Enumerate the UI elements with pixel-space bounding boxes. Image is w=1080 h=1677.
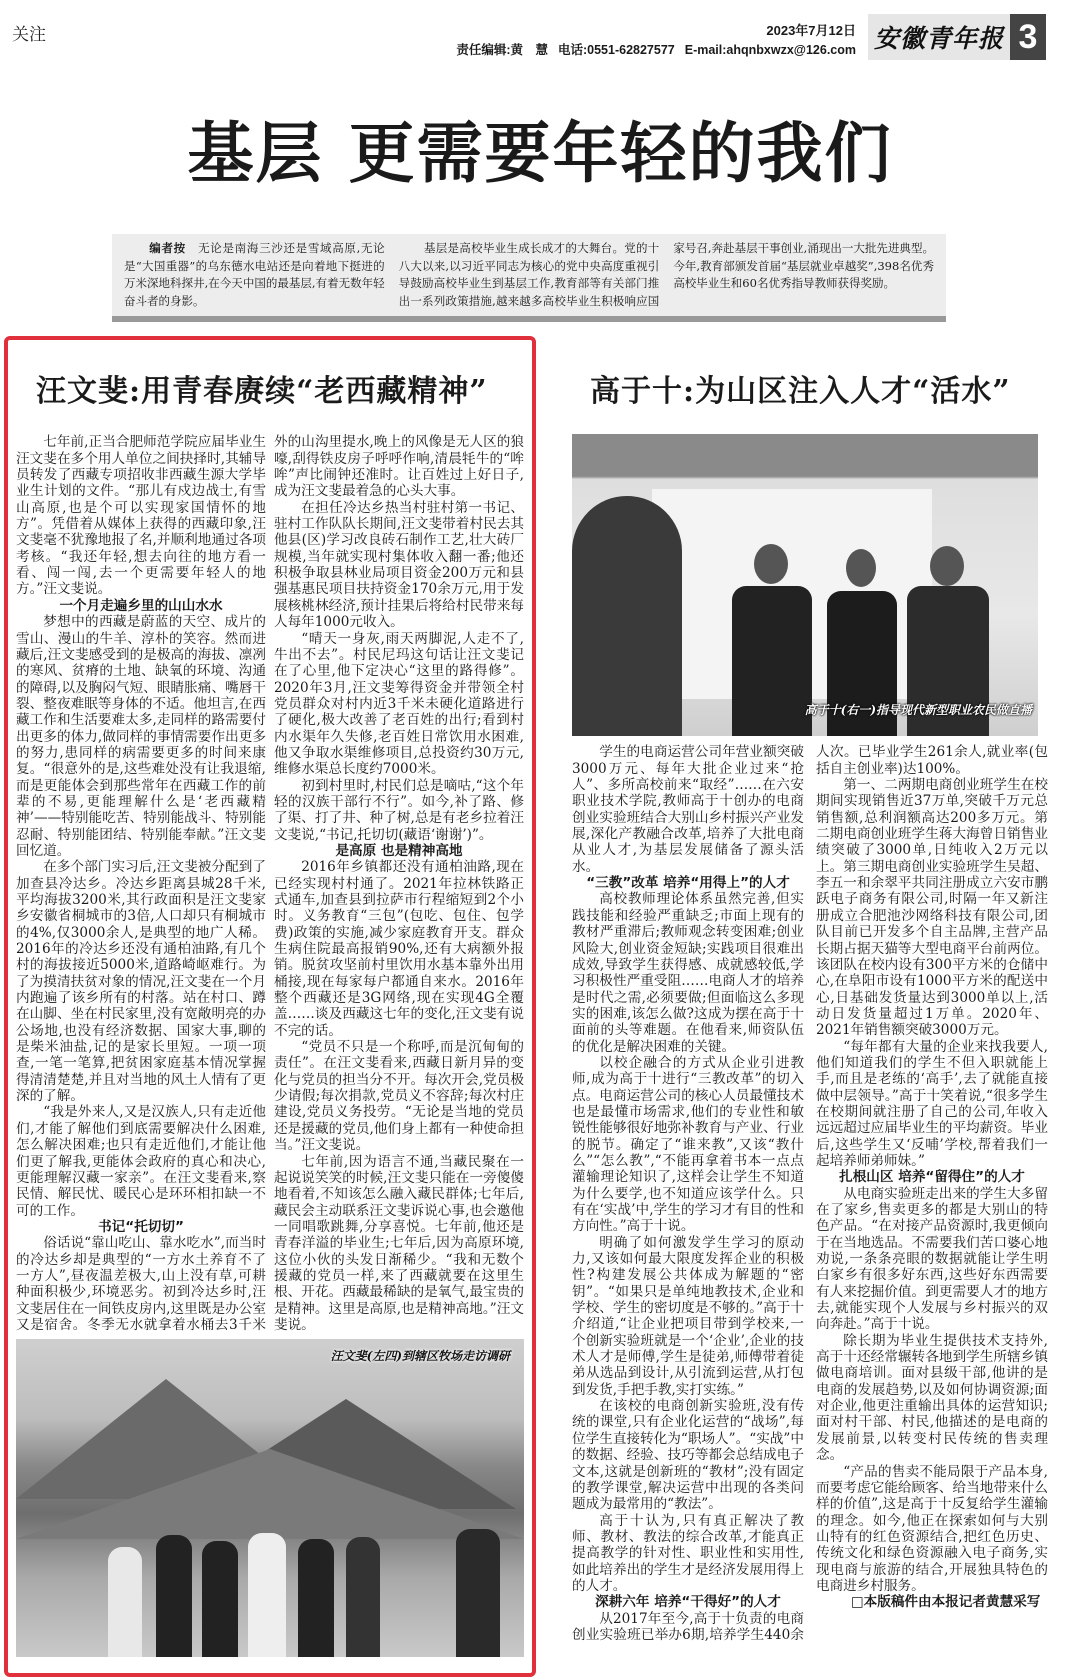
editor-note-paragraph (124, 240, 385, 310)
body-paragraph: 俗话说“靠山吃山、靠水吃水”,而当时的冷达乡却是典型的“一方水土养育不了一方人”,昼夜温差极大,山上没有草,可耕种面积极少,环境恶劣。初到冷达乡时,汪文斐居住在一间铁皮房内,这里既是办公室又是宿舍。冬季无水就拿着水桶去3千米外的山沟里提水,晚上的风像是无人区的狼嚎,刮得铁皮房子呼呼作响,清晨牦牛的“哞哞”声比闹钟还准时。让百姓过上好日子,成为汪文斐最着急的心头大事。 (16, 434, 524, 1333)
body-paragraph: “晴天一身灰,雨天两脚泥,人走不了,牛出不去”。村民尼玛这句话让汪文斐记在了心里,他下定决心“这里的路得修”。2020年3月,汪文斐筹得资金并带领全村党员群众对村内近3千米未硬化道路进行了硬化,极大改善了老百姓的出行;看到村内水渠年久失修,老百姓日常饮用水困难,他又争取水渠维修项目,总投资约30万元,维修水渠总长度约7000米。 (274, 630, 524, 778)
body-paragraph: 初到村里时,村民们总是嘀咕,“这个年轻的汉族干部行不行”。如今,补了路、修了渠、打了井、种了树,总是有老乡拉着汪文斐说,“书记,托切切(藏语‘谢谢’)”。 (274, 777, 524, 843)
article-headline-left: 汪文斐:用青春赓续“老西藏精神” (36, 374, 488, 410)
newspaper-logo: 安徽青年报 (874, 24, 1005, 53)
photo-ecommerce-training (572, 434, 1038, 736)
articles-row (0, 336, 1080, 1677)
page-content (0, 108, 1080, 1677)
editor-name: 责任编辑:黄 慧 (456, 43, 548, 57)
body-paragraph: 七年前,因为语言不通,当藏民聚在一起说说笑笑的时候,汪文斐只能在一旁傻傻地看着,不知该怎么融入藏民群体;七年后,藏民会主动联系汪文斐诉说心事,也会邀他一同唱歌跳舞,分享喜悦。七年前,他还是青春洋溢的毕业生;七年后,因为高原环境,这位小伙的头发日渐稀少。“我和无数个援藏的党员一样,来了西藏就要在这里生根、开花。西藏最稀缺的是氧气,最宝贵的是精神。这里是高原,也是精神高地。”汪文斐说。 (274, 1153, 524, 1333)
photo-caption: 汪文斐(左四)到辖区牧场走访调研 (330, 1349, 510, 1364)
body-paragraph: 明确了如何激发学生学习的原动力,又该如何最大限度发挥企业的积极性?构建发展公共体成为解题的“密钥”。“如果只是单纯地教技术,企业和学校、学生的密切度是不够的。”高于十介绍道,“让企业把项目带到学校来,一个创新实验班就是一个‘企业’,企业的技术人才是师傅,学生是徒弟,师傅带着徒弟从选品到设计,从引流到运营,从打包到发货,手把手教,实打实练。” (572, 1234, 804, 1398)
article-left (4, 336, 536, 1677)
body-paragraph: 以校企融合的方式从企业引进教师,成为高于十进行“三教改革”的切入点。电商运营公司的核心人员最懂技术也是最懂市场需求,他们的专业性和敏锐性能够很好地弥补教育与产业、行业的脱节。确定了“谁来教”,又该“教什么”“怎么教”,“不能再拿着书本一点点灌输理论知识了,这样会让学生不知道为什么要学,也不知道应该学什么。只有在‘实战’中,学生的学习才有目的性和方向性。”高于十说。 (572, 1054, 804, 1235)
editor-info (446, 40, 856, 58)
editor-note (112, 234, 946, 322)
body-paragraph: 在担任冷达乡热当村驻村第一书记、驻村工作队队长期间,汪文斐带着村民去其他县(区)学习改良砖石制作工艺,壮大砖厂规模,当年就实现村集体收入翻一番;他还积极争取县林业局项目资金200万元和县强基惠民项目扶持资金170余万元,用于发展核桃林经济,预计挂果后将给村民带来每人每年1000元收入。 (274, 499, 524, 631)
editor-note-text: 无论是南海三沙还是雪域高原,无论是“大国重器”的乌东德水电站还是向着地下挺进的万米深地科探井,在今天中国的最基层,有着无数年轻奋斗者的身影。 (124, 241, 385, 308)
body-paragraph: “我是外来人,又是汉族人,只有走近他们,才能了解他们到底需要解决什么困难,怎么解决困难;也只有走近他们,才能让他们更了解我,更能体会政府的真心和决心,更能理解汉藏一家亲”。在汪文斐看来,察民情、解民忧、暖民心是环环相扣缺一不可的工作。 (16, 1104, 266, 1219)
section-label: 关注 (12, 25, 46, 45)
body-paragraph: “党员不只是一个称呼,而是沉甸甸的责任”。在汪文斐看来,西藏日新月异的变化与党员的担当分不开。每次开会,党员极少请假;每次捐款,党员义不容辞;每次村庄建设,党员义务投劳。“无论是当地的党员还是援藏的党员,他们身上都有一种使命担当。”汪文斐说。 (274, 1039, 524, 1154)
issue-date: 2023年7月12日 (766, 23, 856, 38)
section-subheading: 深耕六年 培养“干得好”的人才 (595, 1594, 781, 1611)
body-paragraph: 学生的电商运营公司年营业额突破3000万元、每年大批企业过来“抢人”、多所高校前来“取经”……在六安职业技术学院,教师高于十创办的电商创业实验班结合大别山乡村振兴产业发展,深化产教融合改革,培养了大批电商从业人才,为基层发展储备了源头活水。 (572, 744, 804, 875)
body-paragraph: 七年前,正当合肥师范学院应届毕业生汪文斐在多个用人单位之间抉择时,其辅导员转发了西藏专项招收非西藏生源大学毕业生计划的文件。“那儿有戍边战士,有雪山高原,也是个可以实现家国情怀的地方”。凭借着从媒体上获得的西藏印象,汪文斐毫不犹豫地报了名,并顺利地通过各项考核。“我还年轻,想去向往的地方看一看、闯一闯,去一个更需要年轻人的地方。”汪文斐说。 (16, 434, 266, 598)
body-paragraph: 高校教师理论体系虽然完善,但实践技能和经验严重缺乏;市面上现有的教材严重滞后;教师观念转变困难;创业风险大,创业资金短缺;实践项目很难出成效,导致学生获得感、成就感较低,学习积极性严重受阻……电商人才的培养是时代之需,必须要做;但面临这么多现实的困难,该怎么做?这成为摆在高于十面前的头等难题。在他看来,师资队伍的优化是解决困难的关键。 (572, 891, 804, 1055)
article-body-right (572, 744, 1048, 1643)
photo-pasture-visit (16, 1339, 524, 1657)
page-number: 3 (1010, 14, 1046, 60)
byline: □本版稿件由本报记者黄慧采写 (850, 1594, 1041, 1611)
page-title: 基层 更需要年轻的我们 (187, 114, 893, 192)
body-paragraph: 从电商实验班走出来的学生大多留在了家乡,售卖更多的都是大别山的特色产品。“在对接产品资源时,我更倾向于在当地选品。不需要我们苦口婆心地劝说,一条条亮眼的数据就能让学生明白家乡有很多好东西,这些好东西需要有人来挖掘价值。到更需要人才的地方去,就能实现个人发展与乡村振兴的双向奔赴。”高于十说。 (816, 1185, 1048, 1333)
body-paragraph: 2016年乡镇都还没有通柏油路,现在已经实现村村通了。2021年拉林铁路正式通车,加查县到拉萨市行程缩短到2个小时。义务教育“三包”(包吃、包住、包学费)政策的实施,减少家庭教育开支。群众生病住院最高报销90%,还有大病额外报销。脱贫攻坚前村里饮用水基本靠外出用桶接,现在每家每户都通自来水。2016年整个西藏还是3G网络,现在实现4G全覆盖……谈及西藏这七年的变化,汪文斐有说不完的话。 (274, 859, 524, 1039)
section-subheading: 是高原 也是精神高地 (335, 842, 463, 859)
article-right (572, 336, 1048, 1659)
section-subheading: “三教”改革 培养“用得上”的人才 (586, 875, 790, 892)
body-paragraph: 第一、二两期电商创业班学生在校期间实现销售近37万单,突破千万元总销售额,总利润额高达200多万元。第二期电商创业班学生蒋大海曾日销售业绩突破了3000单,日纯收入2万元以上。第三期电商创业实验班学生吴超、李五一和余翠平共同注册成立六安市鹏跃电子商务有限公司,时隔一年又新注册成立合肥池沙网络科技有限公司,团队目前已开发多个自主品牌,主营产品长期占据天猫等大型电商平台前两位。该团队在校内设有300平方米的仓储中心,在阜阳市设有1000平方米的配送中心,日基础发货量达到3000单以上,活动日发货量超过1万单。2020年、2021年销售额突破3000万元。 (816, 777, 1048, 1039)
body-paragraph: “产品的售卖不能局限于产品本身,而要考虑它能给顾客、给当地带来什么样的价值”,这是高于十反复给学生灌输的理念。如今,他正在探索如何与大别山特有的红色资源结合,把红色历史、传统文化和绿色资源融入电子商务,实现电商与旅游的结合,开展独具特色的电商进乡村服务。 (816, 1463, 1048, 1594)
editor-note-paragraph: 基层是高校毕业生成长成才的大舞台。党的十八大以来,以习近平同志为核心的党中央高度重视引导鼓励高校毕业生到基层工作,教育部等有关部门推出一系列政策措施,越来越多高校毕业生积极响应国家号召,奔赴基层干事创业,涌现出一大批先进典型。今年,教育部颁发首届“基层就业卓越奖”,398名优秀高校毕业生和60名优秀指导教师获得奖励。 (398, 241, 934, 308)
article-body-left (16, 434, 524, 1333)
editor-phone: 电话:0551-62827577 (557, 43, 675, 57)
body-paragraph: 除长期为毕业生提供技术支持外,高于十还经常辗转各地到学生所辖乡镇做电商培训。面对县级干部,他讲的是电商的发展趋势,以及如何协调资源;面对企业,他更注重输出具体的运营知识;面对村干部、村民,他描述的是电商的发展前景,以转变村民传统的售卖理念。 (816, 1332, 1048, 1464)
article-headline-right: 高于十:为山区注入人才“活水” (590, 374, 1011, 410)
editor-note-label: 编者按 (149, 241, 186, 255)
photo-caption: 高于十(右一)指导现代新型职业农民做直播 (804, 703, 1032, 718)
section-subheading: 书记“托切切” (98, 1218, 184, 1235)
body-paragraph: 从2017年至今,高于十负责的电商创业实验班已举办6期,培养学生440余人次。已毕业学生261余人,就业率(包括自主创业率)达100%。 (572, 744, 1048, 1643)
section-subheading: 扎根山区 培养“留得住”的人才 (839, 1169, 1025, 1186)
body-paragraph: 梦想中的西藏是蔚蓝的天空、成片的雪山、漫山的牛羊、淳朴的笑容。然而进藏后,汪文斐感受到的是极高的海拔、凛冽的寒风、贫瘠的土地、缺氧的环境、沟通的障碍,以及胸闷气短、眼睛胀痛、嘴唇干裂、整夜难眠等身体的不适。他坦言,在西藏工作和生活要难太多,走同样的路需要付出更多的体力,做同样的事情需要作出更多的努力,患同样的病需要更多的时间来康复。“很意外的是,这些难处没有让我退缩,而是更能体会到那些常年在西藏工作的前辈的不易,更能理解什么是‘老西藏精神’——特别能吃苦、特别能战斗、特别能忍耐、特别能团结、特别能奉献。”汪文斐回忆道。 (16, 614, 266, 859)
body-paragraph: “每年都有大量的企业来找我要人,他们知道我们的学生不但入职就能上手,而且是老练的‘高手’,去了就能直接做中层领导。”高于十笑着说,“很多学生在校期间就注册了自己的公司,年收入远远超过应届毕业生的平均薪资。毕业后,这些学生又‘反哺’学校,帮着我们一起培养师弟师妹。” (816, 1038, 1048, 1169)
editor-email: E-mail:ahqnbxwzx@126.com (684, 43, 856, 57)
body-paragraph: 在该校的电商创新实验班,没有传统的课堂,只有企业化运营的“战场”,每位学生直接转化为“职场人”。“实战”中的数据、经验、技巧等都会总结成电子文本,这就是创新班的“教材”;没有固定的教学课堂,解决运营中出现的各类问题成为最常用的“教法”。 (572, 1398, 804, 1513)
masthead (868, 14, 1046, 60)
section-subheading: 一个月走遍乡里的山山水水 (59, 597, 223, 614)
body-paragraph: 高于十认为,只有真正解决了教师、教材、教法的综合改革,才能真正提高教学的针对性、职业性和实用性,如此培养出的学生才是经济发展用得上的人才。 (572, 1512, 804, 1594)
body-paragraph: 在多个部门实习后,汪文斐被分配到了加查县冷达乡。冷达乡距离县城28千米,平均海拔3200米,其行政面积是汪文斐家乡安徽省桐城市的3倍,人口却只有桐城市的4%,仅3000余人,是典型的地广人稀。2016年的冷达乡还没有通柏油路,有几个村的海拔接近5000米,道路崎岖难行。为了为摸清扶贫对象的情况,汪文斐在一个月内跑遍了该乡所有的村落。站在村口、蹲在山脚、坐在村民家里,没有宽敞明亮的办公场地,也没有经济数据、国家大事,聊的是柴米油盐,记的是家长里短。一项一项查,一笔一笔算,把贫困家庭基本情况掌握得清清楚楚,并且对当地的风土人情有了更深的了解。 (16, 859, 266, 1105)
